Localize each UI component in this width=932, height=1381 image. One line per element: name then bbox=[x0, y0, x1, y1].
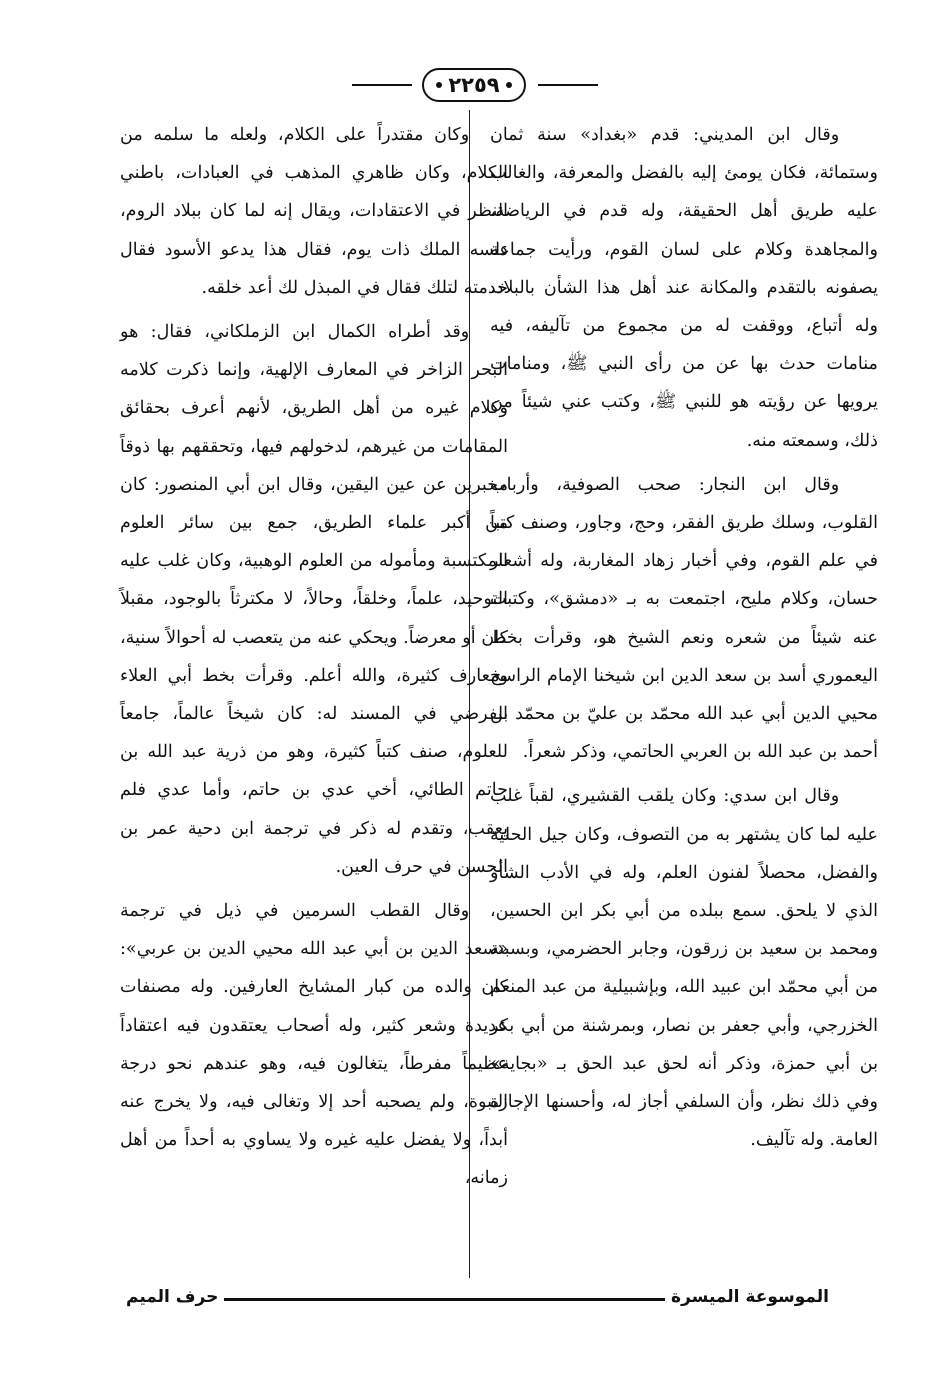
paragraph: وقال القطب السرمين في ذيل في ترجمة «سعد الدين بن أبي عبد الله محيي الدين بن عربي»: كان والده من كبار المشايخ العارفين. وله مصنفات عديدة وشعر كثير، وله أصحاب يعتقدون فيه اعتقاداً عظيماً مفرطاً، يتغالون فيه، وهو عندهم نحو درجة النبوة، ولم يصحبه أحد إلا وتغالى فيه، ولا يخرج عنه أبداً، ولا يفضل عليه غيره ولا يساوي به أحداً من أهل زمانه، bbox=[120, 901, 508, 1189]
ornament-dot-icon bbox=[436, 82, 442, 88]
footer-book-title: الموسوعة الميسرة bbox=[665, 1282, 835, 1312]
paragraph: وقال ابن المديني: قدم «بغداد» سنة ثمان وستمائة، فكان يومئ إليه بالفضل والمعرفة، والغالب عليه طريق أهل الحقيقة، وله قدم في الرياضة، والمجاهدة وكلام على لسان القوم، ورأيت جماعة يصفونه بالتقدم والمكانة عند أهل هذا الشأن بالبلاد، وله أتباع، ووقفت له من مجموع من تآليفه، فيه منامات حدث بها عن من رأى النبي ﷺ، ومنامات يرويها عن رؤيته هو للنبي ﷺ، وكتب عني شيئاً من ذلك، وسمعته منه. bbox=[490, 125, 878, 451]
page-number-ornament-left bbox=[352, 84, 412, 86]
page-number-badge bbox=[422, 68, 526, 102]
right-text-column bbox=[490, 116, 878, 1165]
left-text-column bbox=[120, 116, 508, 1204]
page-number: ٢٢٥٩ bbox=[448, 73, 500, 97]
paragraph: وقد أطراه الكمال ابن الزملكاني، فقال: هو البحر الزاخر في المعارف الإلهية، وإنما ذكرت كلامه وكلام غيره من أهل الطريق، لأنهم أعرف بحقائق المقامات من غيرهم، لدخولهم فيها، وتحققهم بها ذوقاً مخبرين عن عين اليقين، وقال ابن أبي المنصور: كان من أكبر علماء الطريق، جمع بين سائر العلوم المكتسبة ومأموله من العلوم الوهبية، وكان غلب عليه التوحيد، علماً، وخلقاً، وحالاً، لا مكترثاً بالوجود، مقبلاً كان أو معرضاً. ويحكي عنه من يتعصب له أحوالاً سنية، ومعارف كثيرة، والله أعلم. وقرأت بخط أبي العلاء الفرضي في المسند له: كان شيخاً عالماً، جامعاً للعلوم، صنف كتباً كثيرة، وهو من ذرية عبد الله بن حاتم الطائي، أخي عدي بن حاتم، وأما عدي فلم يعقب، وتقدم له ذكر في ترجمة ابن دحية عمر بن الحسن في حرف العين. bbox=[120, 322, 508, 877]
paragraph: وكان مقتدراً على الكلام، ولعله ما سلمه من الكلام، وكان ظاهري المذهب في العبادات، باطني النظر في الاعتقادات، ويقال إنه لما كان ببلاد الروم، دلسه الملك ذات يوم، فقال هذا يدعو الأسود فقال خدمته لتلك فقال في المبذل لك أعد خلقه. bbox=[120, 125, 508, 298]
paragraph: وقال ابن النجار: صحب الصوفية، وأرباب القلوب، وسلك طريق الفقر، وحج، وجاور، وصنف كتباً في علم القوم، وفي أخبار زهاد المغاربة، وله أشعار حسان، وكلام مليح، اجتمعت به بـ «دمشق»، وكتبت عنه شيئاً من شعره ونعم الشيخ هو، وقرأت بخط اليعموري أسد بن سعد الدين ابن شيخنا الإمام الراسخ محيي الدين أبي عبد الله محمّد بن عليّ بن محمّد بن أحمد بن عبد الله بن العربي الحاتمي، وذكر شعراً. bbox=[490, 474, 878, 763]
page-number-ornament-right bbox=[538, 84, 598, 86]
page-footer bbox=[120, 1282, 835, 1312]
paragraph: وقال ابن سدي: وكان يلقب القشيري، لقباً غلب عليه لما كان يشتهر به من التصوف، وكان جيل الحلية والفضل، محصلاً لفنون العلم، وله في الأدب الشأو الذي لا يلحق. سمع ببلده من أبي بكر ابن الحسين، ومحمد بن سعيد بن زرقون، وجابر الحضرمي، وبسبتة من أبي محمّد ابن عبيد الله، وبإشبيلية من عبد المنعم الخزرجي، وأبي جعفر بن نصار، وبمرشنة من أبي بكر بن أبي حمزة، وذكر أنه لحق عبد الحق بـ «بجاية» وفي ذلك نظر، وأن السلفي أجاز له، وأحسنها الإجازة العامة. وله تآليف. bbox=[490, 786, 878, 1151]
footer-section-title: حرف الميم bbox=[120, 1282, 224, 1312]
ornament-dot-icon bbox=[506, 82, 512, 88]
